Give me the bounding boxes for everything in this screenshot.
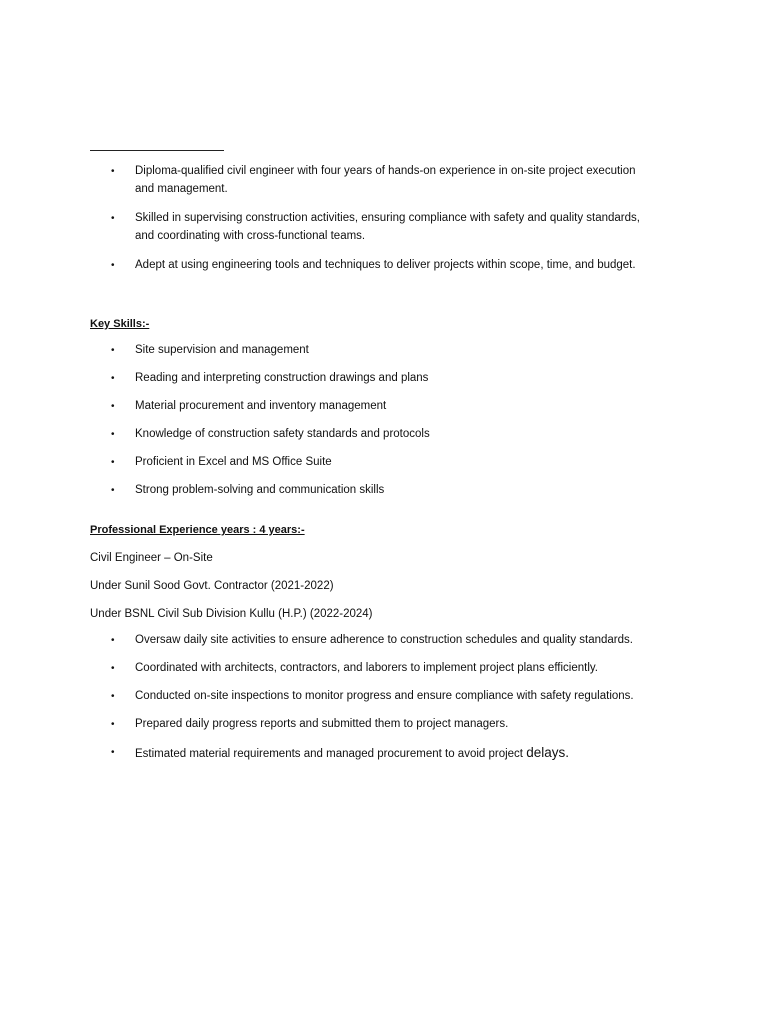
duty-item-text-main: Estimated material requirements and managed procurement to avoid project (135, 748, 524, 760)
duty-item-text: Coordinated with architects, contractors, and laborers to implement project plans efficiently. (135, 662, 598, 674)
bullet-icon: • (111, 747, 115, 758)
skill-item-text: Knowledge of construction safety standards and protocols (135, 428, 430, 440)
summary-item (0, 163, 655, 198)
experience-heading: Professional Experience years : 4 years:- (90, 524, 305, 536)
duty-item (0, 688, 655, 706)
skill-item (0, 454, 655, 472)
skill-item-text: Reading and interpreting construction drawings and plans (135, 372, 429, 384)
bullet-icon: • (111, 373, 115, 384)
bullet-icon: • (111, 691, 115, 702)
duty-item-text: Oversaw daily site activities to ensure adherence to construction schedules and quality standards. (135, 634, 633, 646)
skill-item (0, 482, 655, 500)
duty-item (0, 660, 655, 678)
skill-item (0, 426, 655, 444)
employer-line: Under Sunil Sood Govt. Contractor (2021-2022) (90, 580, 334, 592)
summary-item (0, 257, 655, 275)
duty-item-text-emphasis: delays. (526, 745, 569, 760)
duties-list (0, 632, 655, 774)
bullet-icon: • (111, 213, 115, 224)
duty-item (0, 716, 655, 734)
skill-item-text: Strong problem-solving and communication skills (135, 484, 385, 496)
bullet-icon: • (111, 429, 115, 440)
summary-item-text: Adept at using engineering tools and techniques to deliver projects within scope, time, and budget. (135, 259, 636, 271)
employer-line: Under BSNL Civil Sub Division Kullu (H.P.) (2022-2024) (90, 608, 373, 620)
skill-item (0, 370, 655, 388)
duty-item-text: Conducted on-site inspections to monitor progress and ensure compliance with safety regulations. (135, 690, 634, 702)
summary-item (0, 210, 655, 245)
key-skills-heading: Key Skills:- (90, 318, 150, 330)
section-divider (90, 150, 224, 151)
bullet-icon: • (111, 635, 115, 646)
summary-item-text: Diploma-qualified civil engineer with four years of hands-on experience in on-site project execution and management. (135, 165, 636, 195)
bullet-icon: • (111, 260, 115, 271)
key-skills-list (0, 342, 655, 510)
duty-item-text (135, 744, 655, 764)
skill-item-text: Material procurement and inventory management (135, 400, 387, 412)
bullet-icon: • (111, 719, 115, 730)
bullet-icon: • (111, 663, 115, 674)
bullet-icon: • (111, 166, 115, 177)
duty-item-text: Prepared daily progress reports and submitted them to project managers. (135, 718, 509, 730)
summary-list (0, 163, 655, 287)
duty-item (0, 744, 655, 764)
skill-item-text: Proficient in Excel and MS Office Suite (135, 456, 332, 468)
job-role: Civil Engineer – On-Site (90, 552, 213, 564)
duty-item (0, 632, 655, 650)
skill-item (0, 398, 655, 416)
skill-item (0, 342, 655, 360)
bullet-icon: • (111, 401, 115, 412)
summary-item-text: Skilled in supervising construction activities, ensuring compliance with safety and quality standards, and coordinating with cross-functional teams. (135, 212, 640, 242)
skill-item-text: Site supervision and management (135, 344, 309, 356)
bullet-icon: • (111, 457, 115, 468)
bullet-icon: • (111, 485, 115, 496)
bullet-icon: • (111, 345, 115, 356)
